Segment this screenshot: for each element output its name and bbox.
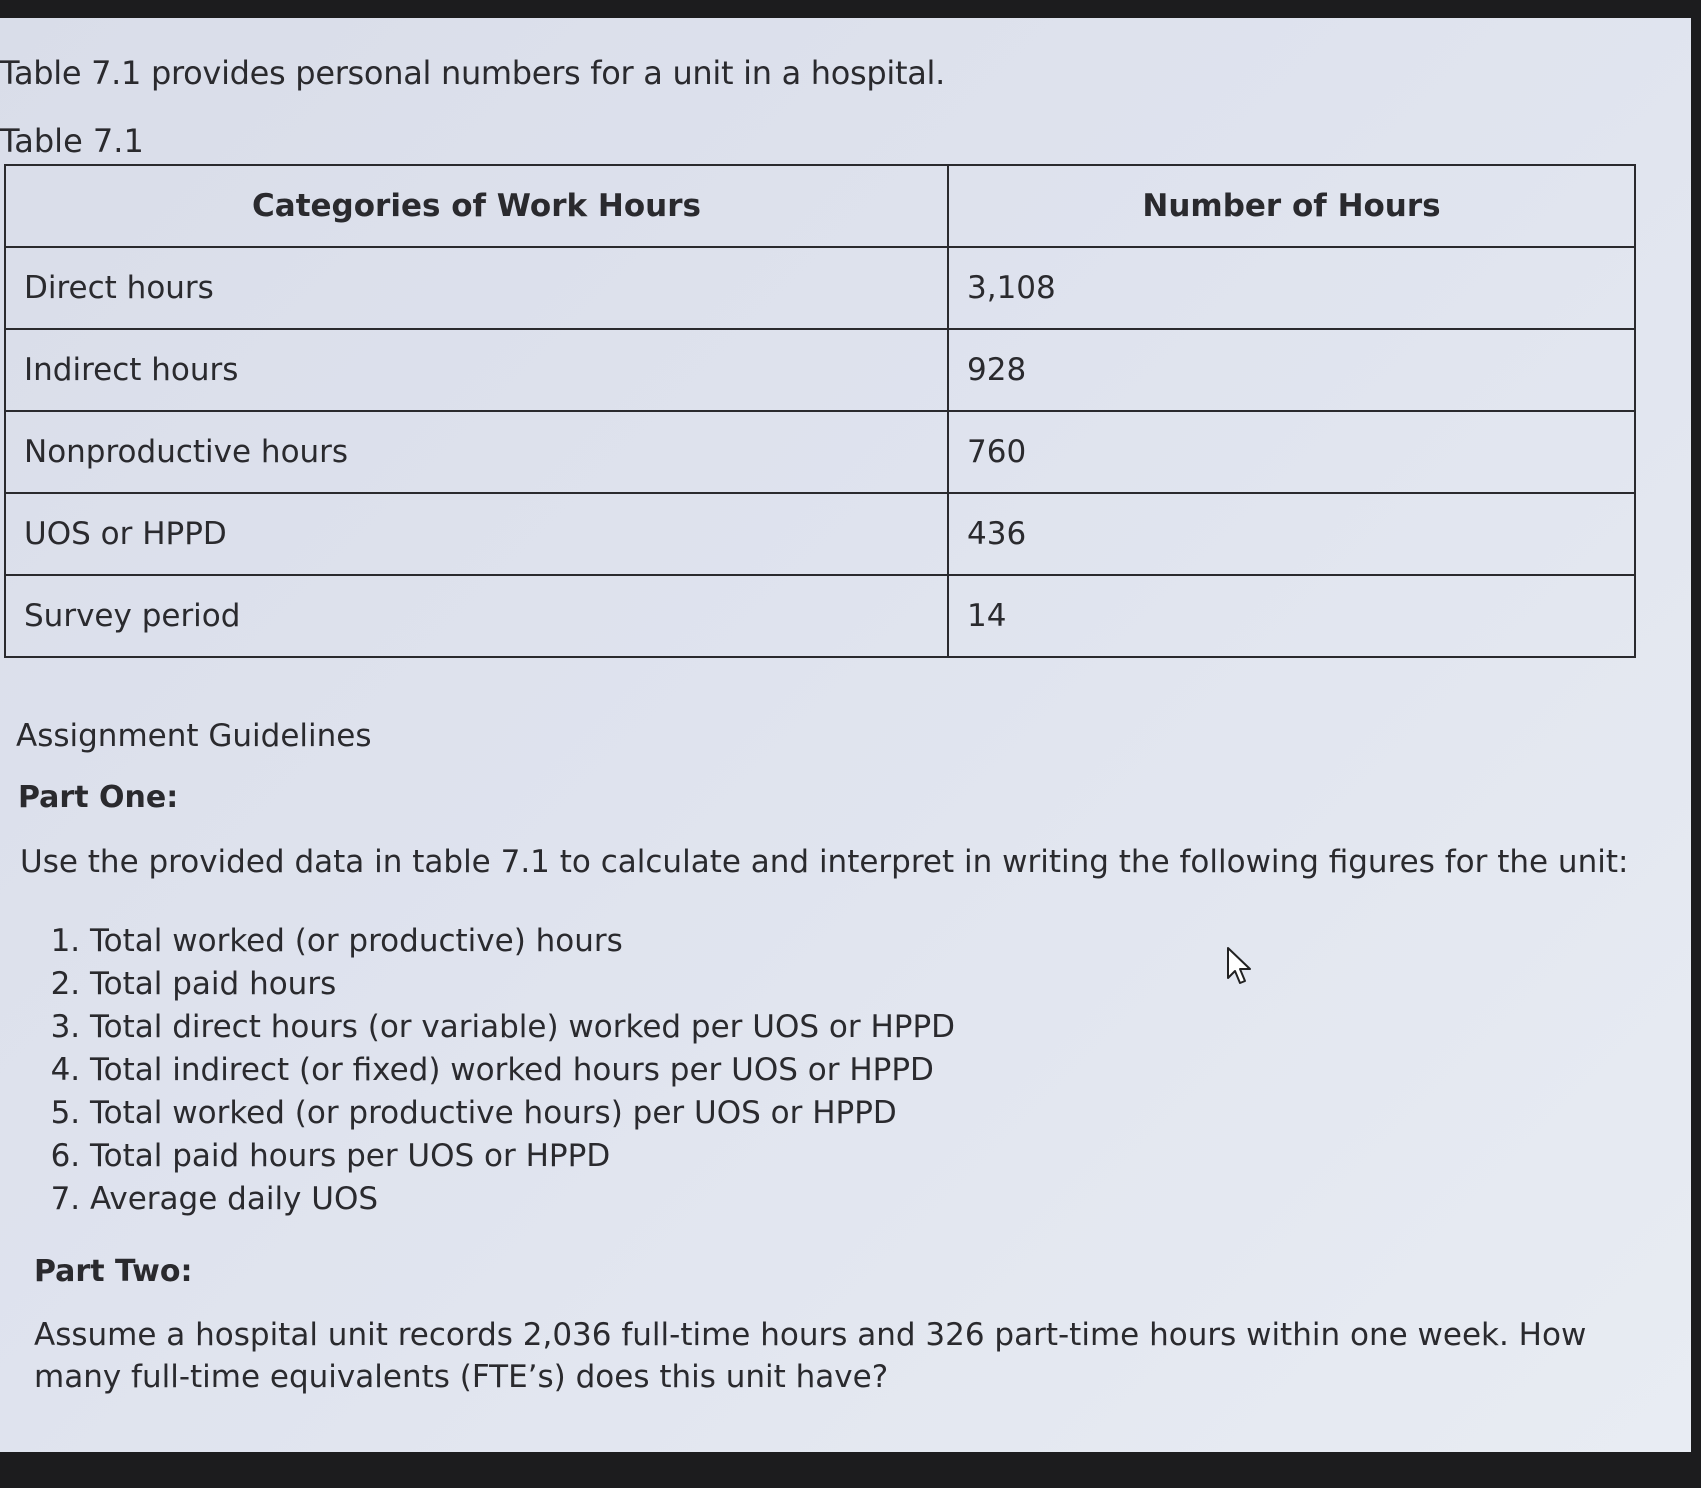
- table-row: [5, 247, 1635, 329]
- list-item: 2. Total paid hours: [90, 963, 955, 1006]
- list-item: 7. Average daily UOS: [90, 1178, 955, 1221]
- table-caption: Table 7.1: [0, 122, 144, 160]
- list-item: 6. Total paid hours per UOS or HPPD: [90, 1135, 955, 1178]
- part-two-text: Assume a hospital unit records 2,036 full-time hours and 326 part-time hours within one week. How many full-time equivalents (FTE’s) does this unit have?: [34, 1317, 1587, 1395]
- work-hours-table: [4, 164, 1636, 658]
- row-hours: 928: [948, 329, 1635, 411]
- header-categories: Categories of Work Hours: [5, 165, 948, 247]
- row-category: Nonproductive hours: [5, 411, 948, 493]
- table-row: [5, 329, 1635, 411]
- guidelines-heading: Assignment Guidelines: [16, 718, 372, 754]
- row-category: Indirect hours: [5, 329, 948, 411]
- row-hours: 436: [948, 493, 1635, 575]
- row-hours: 14: [948, 575, 1635, 657]
- row-hours: 760: [948, 411, 1635, 493]
- table-row: [5, 411, 1635, 493]
- intro-text: Table 7.1 provides personal numbers for a unit in a hospital.: [0, 54, 945, 92]
- screen-bezel: [1691, 0, 1701, 1488]
- list-item: 5. Total worked (or productive hours) per UOS or HPPD: [90, 1092, 955, 1135]
- part-one-text: Use the provided data in table 7.1 to calculate and interpret in writing the following figures for the unit:: [20, 844, 1629, 880]
- header-number-of-hours: Number of Hours: [948, 165, 1635, 247]
- row-hours: 3,108: [948, 247, 1635, 329]
- part-two-title: Part Two:: [34, 1254, 193, 1289]
- mouse-pointer-icon: [1226, 946, 1252, 986]
- row-category: UOS or HPPD: [5, 493, 948, 575]
- table-row: [5, 493, 1635, 575]
- list-item: 3. Total direct hours (or variable) worked per UOS or HPPD: [90, 1006, 955, 1049]
- table-row: [5, 575, 1635, 657]
- task-list: [50, 920, 955, 1221]
- list-item: 4. Total indirect (or fixed) worked hours per UOS or HPPD: [90, 1049, 955, 1092]
- document-screen: [0, 18, 1701, 1452]
- part-one-title: Part One:: [18, 780, 179, 815]
- row-category: Direct hours: [5, 247, 948, 329]
- table-header-row: [5, 165, 1635, 247]
- list-item: 1. Total worked (or productive) hours: [90, 920, 955, 963]
- row-category: Survey period: [5, 575, 948, 657]
